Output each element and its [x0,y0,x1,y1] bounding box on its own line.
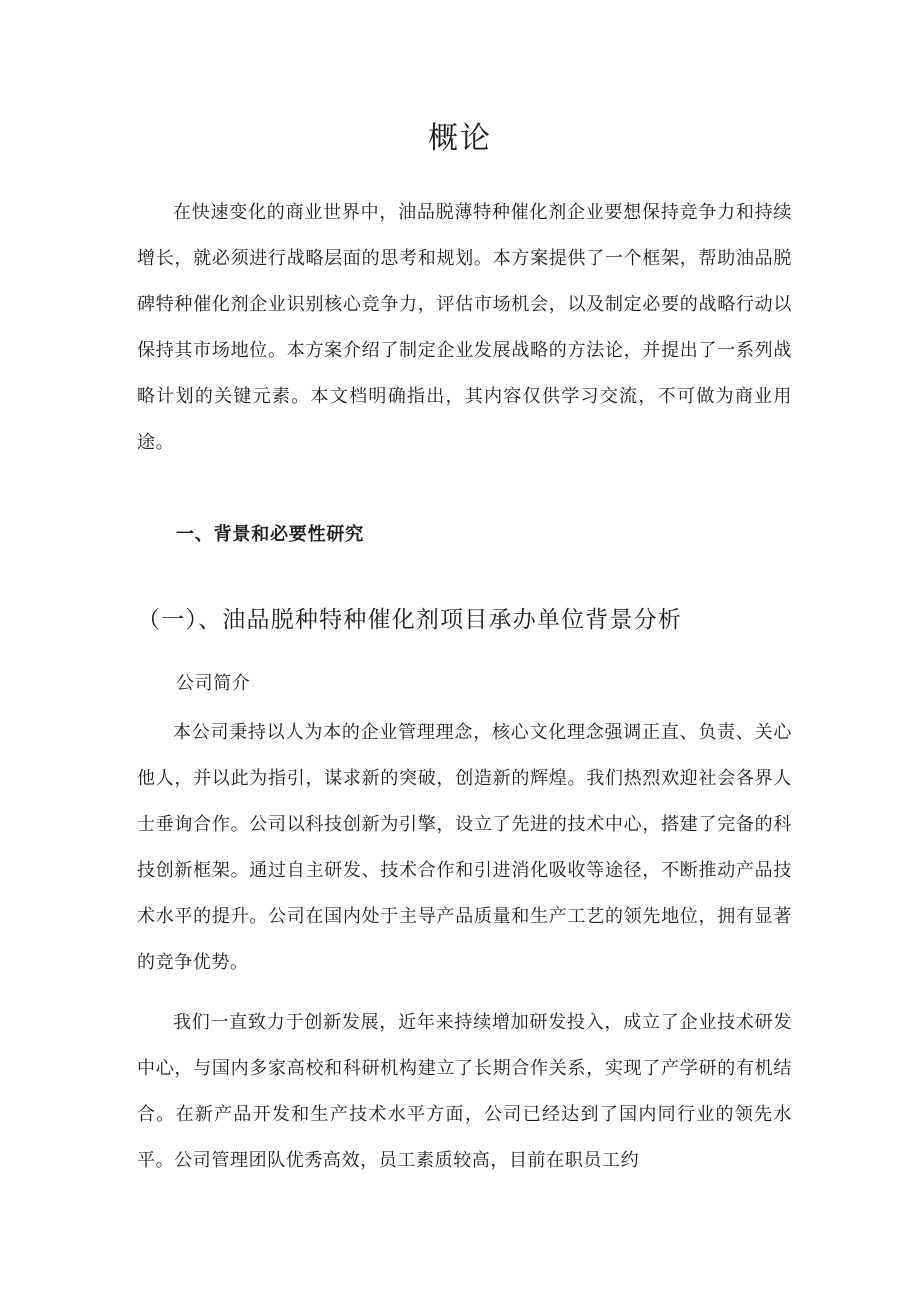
company-profile-heading: 公司简介 [176,673,251,694]
document-title: 概论 [428,121,492,156]
subsection-heading-organizer-analysis: （一）、油品脱种特种催化剂项目承办单位背景分析 [137,607,683,633]
section-heading-background: 一、背景和必要性研究 [176,524,364,545]
profile-paragraph-2: 我们一直致力于创新发展，近年来持续增加研发投入，成立了企业技术研发中心，与国内多家高校和科研机构建立了长期合作关系，实现了产学研的有机结合。在新产品开发和生产技术水平方面，公司已经达到了国内同行业的领先水平。公司管理团队优秀高效，员工素质较高，目前在职员工约 [137,1012,792,1171]
intro-paragraph: 在快速变化的商业世界中，油品脱薄特种催化剂企业要想保持竞争力和持续增长，就必须进行战略层面的思考和规划。本方案提供了一个框架，帮助油品脱碑特种催化剂企业识别核心竞争力，评估市场机会，以及制定必要的战略行动以保持其市场地位。本方案介绍了制定企业发展战略的方法论，并提出了一系列战略计划的关键元素。本文档明确指出，其内容仅供学习交流，不可做为商业用途。 [137,202,792,453]
profile-paragraph-1: 本公司秉持以人为本的企业管理理念，核心文化理念强调正直、负责、关心他人，并以此为指引，谋求新的突破，创造新的辉煌。我们热烈欢迎社会各界人士垂询合作。公司以科技创新为引擎，设立了先进的技术中心，搭建了完备的科技创新框架。通过自主研发、技术合作和引进消化吸收等途径，不断推动产品技术水平的提升。公司在国内处于主导产品质量和生产工艺的领先地位，拥有显著的竞争优势。 [137,722,792,973]
